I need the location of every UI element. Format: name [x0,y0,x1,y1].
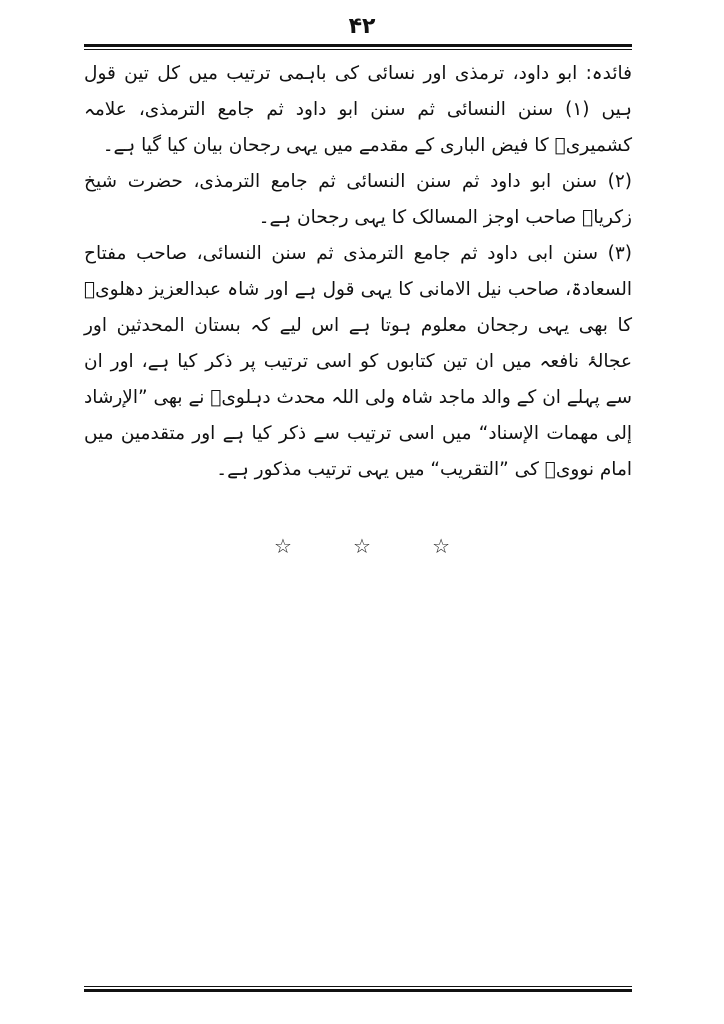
star-icon: ☆ [274,534,292,558]
paragraph-opinion-3: (۳) سنن ابی داود ثم جامع الترمذی ثم سنن النسائی، صاحب مفتاح السعادۃ، صاحب نیل الامانی کا یہی قول ہے اور شاہ عبدالعزیز دھلویؒ کا بھی یہی رجحان معلوم ہوتا ہے اس لیے کہ بستان المحدثین اور عجالۂ نافعہ میں ان تین کتابوں کو اسی ترتیب پر ذکر کیا ہے، اور ان سے پہلے ان کے والد ماجد شاہ ولی اللہ محدث دہلویؒ نے بھی ”الإرشاد إلی مهمات الإسناد“ میں اسی ترتیب سے ذکر کیا ہے اور متقدمین میں امام نوویؒ کی ”التقریب“ میں یہی ترتیب مذکور ہے۔ [84,243,632,480]
paragraph-note: فائدہ: ابو داود، ترمذی اور نسائی کی باہمی ترتیب میں کل تین قول ہیں (۱) سنن النسائی ثم سنن ابو داود ثم جامع الترمذی، علامہ کشمیریؒ کا فیض الباری کے مقدمے میں یہی رجحان بیان کیا گیا ہے۔ [84,63,632,156]
star-icon: ☆ [432,534,450,558]
page-body [84,56,632,488]
top-rule-thin-line [84,49,632,50]
bottom-rule [84,986,632,992]
bottom-rule-thin-line [84,986,632,987]
section-separator [0,534,724,558]
top-rule [84,44,632,50]
bottom-rule-thick-line [84,989,632,992]
paragraph-opinion-2: (۲) سنن ابو داود ثم سنن النسائی ثم جامع الترمذی، حضرت شیخ زکریاؒ صاحب اوجز المسالک کا یہی رجحان ہے۔ [84,171,632,228]
page-number: ۴۲ [348,14,376,39]
top-rule-thick-line [84,44,632,47]
star-icon: ☆ [353,534,371,558]
